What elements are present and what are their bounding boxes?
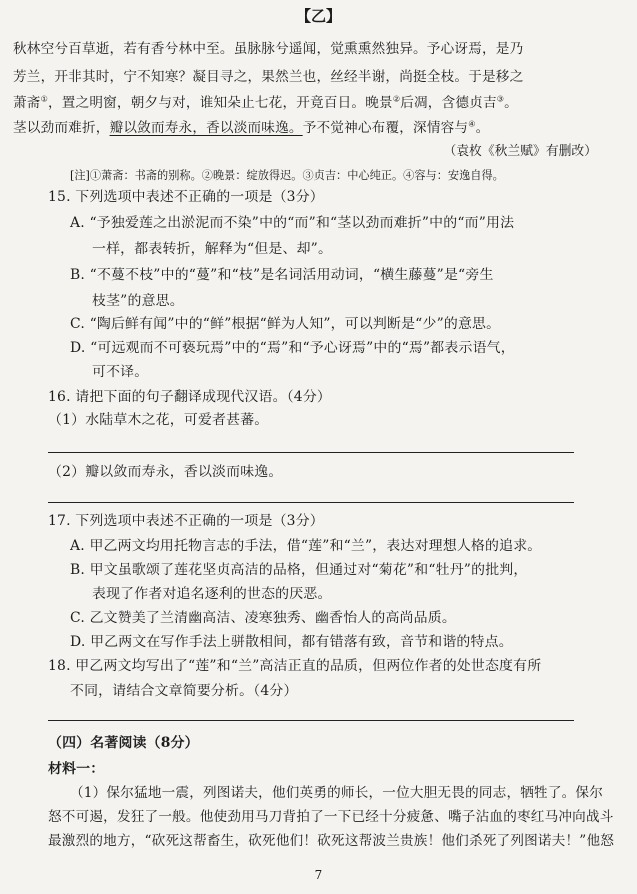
- passage-line: [13, 119, 490, 136]
- q15-option-c: C. “陶后鲜有闻”中的“鲜”根据“鲜为人知”，可以判断是“少”的意思。: [70, 316, 501, 332]
- section-4-heading: （四）名著阅读（8分）: [48, 735, 199, 751]
- q16-sentence-2: （2）瓣以敛而寿永，香以淡而味逸。: [48, 464, 283, 480]
- text-span: 。: [504, 95, 518, 111]
- page-number: 7: [314, 868, 323, 882]
- footnote-marker: ②: [392, 94, 401, 104]
- question-16-stem: 16. 请把下面的句子翻译成现代汉语。（4分）: [48, 389, 332, 405]
- text-span: 予不觉神心布覆，深情容与: [302, 120, 469, 136]
- text-span: 茎以劲而难折，: [13, 120, 110, 136]
- material-paragraph-line: 怒不可遏，发狂了一般。他使劲用马刀背拍了一下已经十分疲惫、嘴子沾血的枣红马冲向战斗: [48, 809, 614, 825]
- annotation-note: [注]①萧斋：书斋的别称。②晚景：绽放得迟。③贞吉：中心纯正。④容与：安逸自得。: [70, 169, 504, 182]
- answer-line: [48, 452, 574, 453]
- footnote-marker: ③: [496, 94, 505, 104]
- material-paragraph-line: 最激烈的地方，“砍死这帮畜生，砍死他们！砍死这帮波兰贵族！他们杀死了列图诺夫！”他怒: [48, 833, 615, 849]
- text-span: 萧斋: [13, 95, 41, 111]
- footnote-marker: ①: [40, 94, 48, 104]
- text-span: 。: [475, 120, 490, 136]
- passage-line: 秋林空兮百草逝，若有香兮林中至。虽脉脉兮遥闻，觉熏熏然独异。予心讶焉，是乃: [13, 41, 524, 57]
- question-18-stem: 18. 甲乙两文均写出了“莲”和“兰”高洁正直的品质，但两位作者的处世态度有所: [48, 658, 542, 674]
- passage-source: （袁枚《秋兰赋》有删改）: [443, 144, 597, 159]
- passage-line: [13, 94, 518, 111]
- question-17-stem: 17. 下列选项中表述不正确的一项是（3分）: [48, 513, 324, 529]
- material-label: 材料一：: [48, 761, 105, 777]
- q15-option-d-cont: 可不译。: [92, 364, 149, 380]
- q17-option-a: A. 甲乙两文均用托物言志的手法，借“莲”和“兰”，表达对理想人格的追求。: [70, 538, 542, 554]
- underlined-sentence: 瓣以敛而寿永，香以淡而味逸。: [109, 120, 303, 136]
- text-span: ，置之明窗，朝夕与对，谁知朵止七花，开竟百日。晚景: [47, 95, 393, 111]
- q15-option-b-cont: 枝茎”的意思。: [92, 293, 184, 309]
- q15-option-a-cont: 一样，都表转折，解释为“但是、却”。: [92, 241, 333, 257]
- q17-option-c: C. 乙文赞美了兰清幽高洁、凌寒独秀、幽香怡人的高尚品质。: [70, 610, 456, 626]
- passage-line: 芳兰，开非其时，宁不知寒？凝目寻之，果然兰也，丝经半谢，尚挺全枝。于是移之: [13, 69, 524, 85]
- material-paragraph-line: （1）保尔猛地一震，列图诺夫，他们英勇的师长，一位大胆无畏的同志，牺牲了。保尔: [70, 785, 604, 801]
- q15-option-a: A. “予独爱莲之出淤泥而不染”中的“而”和“茎以劲而难折”中的“而”用法: [70, 215, 515, 231]
- q17-option-d: D. 甲乙两文在写作手法上骈散相间，都有错落有致，音节和谐的特点。: [70, 634, 513, 650]
- q15-option-d: D. “可远观而不可亵玩焉”中的“焉”和“予心讶焉”中的“焉”都表示语气，: [70, 340, 515, 356]
- q17-option-b: B. 甲文虽歌颂了莲花坚贞高洁的品格，但通过对“菊花”和“牡丹”的批判，: [70, 562, 528, 578]
- answer-line: [48, 720, 574, 721]
- question-18-stem-cont: 不同，请结合文章简要分析。（4分）: [70, 683, 298, 699]
- section-title: 【乙】: [295, 7, 341, 25]
- question-15-stem: 15. 下列选项中表述不正确的一项是（3分）: [48, 189, 324, 205]
- q16-sentence-1: （1）水陆草木之花，可爱者甚蕃。: [48, 412, 269, 428]
- text-span: 后凋，含德贞吉: [400, 95, 497, 111]
- footnote-marker: ④: [468, 119, 476, 129]
- q15-option-b: B. “不蔓不枝”中的“蔓”和“枝”是名词活用动词，“横生藤蔓”是“旁生: [70, 267, 494, 283]
- answer-line: [48, 502, 574, 503]
- q17-option-b-cont: 表现了作者对追名逐利的世态的厌恶。: [92, 586, 332, 602]
